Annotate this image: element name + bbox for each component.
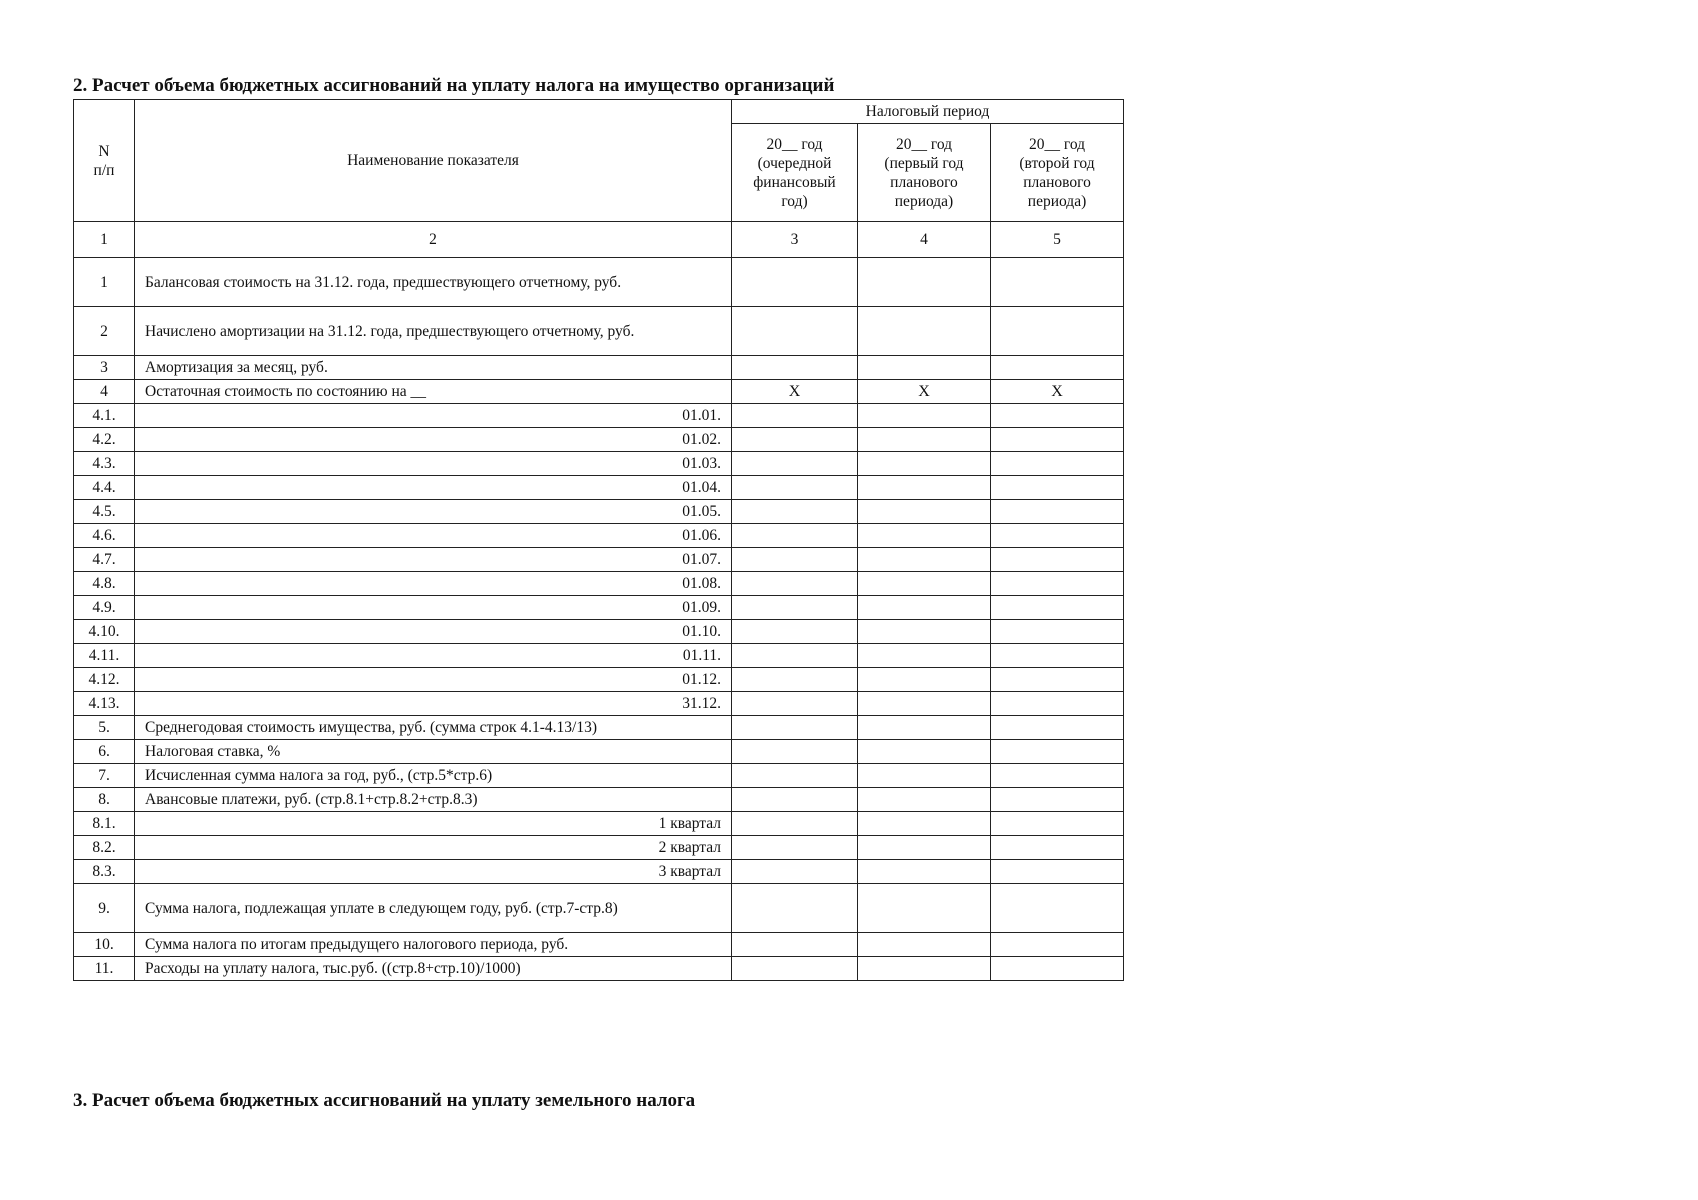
table-row — [74, 620, 1124, 644]
table-row — [74, 957, 1124, 981]
value-cell-year-2[interactable] — [858, 524, 991, 548]
row-number: 3 — [74, 356, 135, 380]
value-cell-year-1[interactable] — [732, 548, 858, 572]
header-num: N п/п — [74, 100, 135, 222]
value-cell-year-1[interactable] — [732, 788, 858, 812]
value-cell-year-1[interactable] — [732, 957, 858, 981]
value-cell-year-2[interactable] — [858, 740, 991, 764]
row-number: 4.5. — [74, 500, 135, 524]
indicator-name: Остаточная стоимость по состоянию на __ — [135, 380, 732, 404]
value-cell-year-1[interactable] — [732, 812, 858, 836]
indicator-name: Сумма налога по итогам предыдущего налогового периода, руб. — [135, 933, 732, 957]
indicator-name: 01.05. — [135, 500, 732, 524]
value-cell-year-2[interactable] — [858, 884, 991, 933]
value-cell-year-1[interactable] — [732, 692, 858, 716]
value-cell-year-3[interactable] — [991, 524, 1124, 548]
value-cell-year-3[interactable] — [991, 957, 1124, 981]
value-cell-year-1[interactable] — [732, 860, 858, 884]
value-cell-year-2[interactable] — [858, 812, 991, 836]
indicator-name: 01.07. — [135, 548, 732, 572]
value-cell-year-1[interactable] — [732, 452, 858, 476]
value-cell-year-3[interactable]: X — [991, 380, 1124, 404]
value-cell-year-3[interactable] — [991, 884, 1124, 933]
value-cell-year-1[interactable] — [732, 356, 858, 380]
row-number: 8.3. — [74, 860, 135, 884]
value-cell-year-1[interactable] — [732, 884, 858, 933]
row-number: 4.1. — [74, 404, 135, 428]
indicator-name: 01.12. — [135, 668, 732, 692]
value-cell-year-1[interactable] — [732, 500, 858, 524]
indicator-name: 01.08. — [135, 572, 732, 596]
header-year-2: 20__ год (первый год планового периода) — [858, 124, 991, 222]
value-cell-year-3[interactable] — [991, 572, 1124, 596]
row-number: 2 — [74, 307, 135, 356]
row-number: 6. — [74, 740, 135, 764]
row-number: 4.10. — [74, 620, 135, 644]
indicator-name: 01.06. — [135, 524, 732, 548]
table-row — [74, 933, 1124, 957]
row-number: 8.2. — [74, 836, 135, 860]
value-cell-year-3[interactable] — [991, 933, 1124, 957]
table-row — [74, 307, 1124, 356]
value-cell-year-2[interactable] — [858, 476, 991, 500]
column-number: 4 — [858, 222, 991, 258]
table-row — [74, 644, 1124, 668]
value-cell-year-2[interactable] — [858, 596, 991, 620]
value-cell-year-1[interactable] — [732, 933, 858, 957]
table-row — [74, 500, 1124, 524]
value-cell-year-3[interactable] — [991, 692, 1124, 716]
row-number: 4.2. — [74, 428, 135, 452]
column-number: 2 — [135, 222, 732, 258]
value-cell-year-1[interactable] — [732, 596, 858, 620]
table-row — [74, 788, 1124, 812]
header-tax-period: Налоговый период — [732, 100, 1124, 124]
table-row — [74, 476, 1124, 500]
value-cell-year-2[interactable] — [858, 933, 991, 957]
value-cell-year-3[interactable] — [991, 644, 1124, 668]
row-number: 8. — [74, 788, 135, 812]
indicator-name: 31.12. — [135, 692, 732, 716]
table-row — [74, 452, 1124, 476]
value-cell-year-2[interactable] — [858, 548, 991, 572]
row-number: 9. — [74, 884, 135, 933]
row-number: 4.4. — [74, 476, 135, 500]
row-number: 4.7. — [74, 548, 135, 572]
indicator-name: Расходы на уплату налога, тыс.руб. ((стр.8+стр.10)/1000) — [135, 957, 732, 981]
table-row — [74, 740, 1124, 764]
indicator-name: Начислено амортизации на 31.12. года, предшествующего отчетному, руб. — [135, 307, 732, 356]
header-name: Наименование показателя — [135, 100, 732, 222]
row-number: 11. — [74, 957, 135, 981]
value-cell-year-3[interactable] — [991, 476, 1124, 500]
value-cell-year-3[interactable] — [991, 548, 1124, 572]
value-cell-year-1[interactable] — [732, 428, 858, 452]
value-cell-year-3[interactable] — [991, 860, 1124, 884]
value-cell-year-2[interactable] — [858, 307, 991, 356]
header-year-3: 20__ год (второй год планового периода) — [991, 124, 1124, 222]
row-number: 1 — [74, 258, 135, 307]
value-cell-year-1[interactable] — [732, 668, 858, 692]
section-3-title: 3. Расчет объема бюджетных ассигнований на уплату земельного налога — [73, 1090, 696, 1111]
row-number: 10. — [74, 933, 135, 957]
indicator-name: 01.10. — [135, 620, 732, 644]
row-number: 8.1. — [74, 812, 135, 836]
indicator-name: Среднегодовая стоимость имущества, руб. (сумма строк 4.1-4.13/13) — [135, 716, 732, 740]
row-number: 4.6. — [74, 524, 135, 548]
column-number: 3 — [732, 222, 858, 258]
indicator-name: Авансовые платежи, руб. (стр.8.1+стр.8.2+стр.8.3) — [135, 788, 732, 812]
indicator-name: 01.03. — [135, 452, 732, 476]
value-cell-year-2[interactable] — [858, 620, 991, 644]
row-number: 5. — [74, 716, 135, 740]
table-row — [74, 404, 1124, 428]
indicator-name: 1 квартал — [135, 812, 732, 836]
value-cell-year-3[interactable] — [991, 428, 1124, 452]
table-row — [74, 380, 1124, 404]
indicator-name: 01.09. — [135, 596, 732, 620]
value-cell-year-1[interactable] — [732, 476, 858, 500]
value-cell-year-3[interactable] — [991, 452, 1124, 476]
indicator-name: Сумма налога, подлежащая уплате в следующем году, руб. (стр.7-стр.8) — [135, 884, 732, 933]
value-cell-year-2[interactable]: X — [858, 380, 991, 404]
value-cell-year-3[interactable] — [991, 258, 1124, 307]
value-cell-year-2[interactable] — [858, 836, 991, 860]
value-cell-year-2[interactable] — [858, 428, 991, 452]
value-cell-year-3[interactable] — [991, 668, 1124, 692]
indicator-name: 3 квартал — [135, 860, 732, 884]
value-cell-year-2[interactable] — [858, 404, 991, 428]
row-number: 4.9. — [74, 596, 135, 620]
table-row — [74, 356, 1124, 380]
indicator-name: 01.04. — [135, 476, 732, 500]
value-cell-year-3[interactable] — [991, 836, 1124, 860]
value-cell-year-2[interactable] — [858, 860, 991, 884]
value-cell-year-3[interactable] — [991, 812, 1124, 836]
column-number: 5 — [991, 222, 1124, 258]
indicator-name: Налоговая ставка, % — [135, 740, 732, 764]
column-number: 1 — [74, 222, 135, 258]
value-cell-year-2[interactable] — [858, 957, 991, 981]
row-number: 4.12. — [74, 668, 135, 692]
value-cell-year-1[interactable] — [732, 644, 858, 668]
table-row — [74, 548, 1124, 572]
indicator-name: Исчисленная сумма налога за год, руб., (стр.5*стр.6) — [135, 764, 732, 788]
value-cell-year-2[interactable] — [858, 572, 991, 596]
indicator-name: Амортизация за месяц, руб. — [135, 356, 732, 380]
value-cell-year-2[interactable] — [858, 692, 991, 716]
table-row — [74, 572, 1124, 596]
row-number: 4.3. — [74, 452, 135, 476]
value-cell-year-3[interactable] — [991, 620, 1124, 644]
value-cell-year-3[interactable] — [991, 788, 1124, 812]
value-cell-year-2[interactable] — [858, 644, 991, 668]
row-number: 4.11. — [74, 644, 135, 668]
indicator-name: 01.01. — [135, 404, 732, 428]
row-number: 7. — [74, 764, 135, 788]
value-cell-year-1[interactable] — [732, 764, 858, 788]
value-cell-year-3[interactable] — [991, 500, 1124, 524]
table-row — [74, 524, 1124, 548]
table-row — [74, 836, 1124, 860]
row-number: 4.8. — [74, 572, 135, 596]
table-row — [74, 716, 1124, 740]
value-cell-year-2[interactable] — [858, 258, 991, 307]
table-row — [74, 860, 1124, 884]
value-cell-year-2[interactable] — [858, 764, 991, 788]
value-cell-year-1[interactable] — [732, 620, 858, 644]
value-cell-year-1[interactable] — [732, 572, 858, 596]
value-cell-year-3[interactable] — [991, 307, 1124, 356]
table-row — [74, 668, 1124, 692]
value-cell-year-3[interactable] — [991, 716, 1124, 740]
table-row — [74, 764, 1124, 788]
value-cell-year-1[interactable] — [732, 740, 858, 764]
table-row — [74, 692, 1124, 716]
value-cell-year-1[interactable]: X — [732, 380, 858, 404]
value-cell-year-3[interactable] — [991, 740, 1124, 764]
indicator-name: 2 квартал — [135, 836, 732, 860]
value-cell-year-2[interactable] — [858, 356, 991, 380]
value-cell-year-1[interactable] — [732, 836, 858, 860]
value-cell-year-2[interactable] — [858, 500, 991, 524]
value-cell-year-2[interactable] — [858, 716, 991, 740]
value-cell-year-2[interactable] — [858, 452, 991, 476]
table-row — [74, 258, 1124, 307]
value-cell-year-3[interactable] — [991, 356, 1124, 380]
section-2-title: 2. Расчет объема бюджетных ассигнований на уплату налога на имущество организаций — [73, 75, 835, 96]
value-cell-year-1[interactable] — [732, 258, 858, 307]
value-cell-year-3[interactable] — [991, 764, 1124, 788]
property-tax-table — [73, 99, 1124, 981]
indicator-name: Балансовая стоимость на 31.12. года, предшествующего отчетному, руб. — [135, 258, 732, 307]
value-cell-year-3[interactable] — [991, 404, 1124, 428]
table-row — [74, 812, 1124, 836]
value-cell-year-1[interactable] — [732, 716, 858, 740]
value-cell-year-3[interactable] — [991, 596, 1124, 620]
value-cell-year-2[interactable] — [858, 788, 991, 812]
table-row — [74, 596, 1124, 620]
value-cell-year-2[interactable] — [858, 668, 991, 692]
table-row — [74, 428, 1124, 452]
table-row — [74, 884, 1124, 933]
value-cell-year-1[interactable] — [732, 404, 858, 428]
row-number: 4 — [74, 380, 135, 404]
header-year-1: 20__ год (очередной финансовый год) — [732, 124, 858, 222]
indicator-name: 01.02. — [135, 428, 732, 452]
value-cell-year-1[interactable] — [732, 307, 858, 356]
row-number: 4.13. — [74, 692, 135, 716]
value-cell-year-1[interactable] — [732, 524, 858, 548]
indicator-name: 01.11. — [135, 644, 732, 668]
